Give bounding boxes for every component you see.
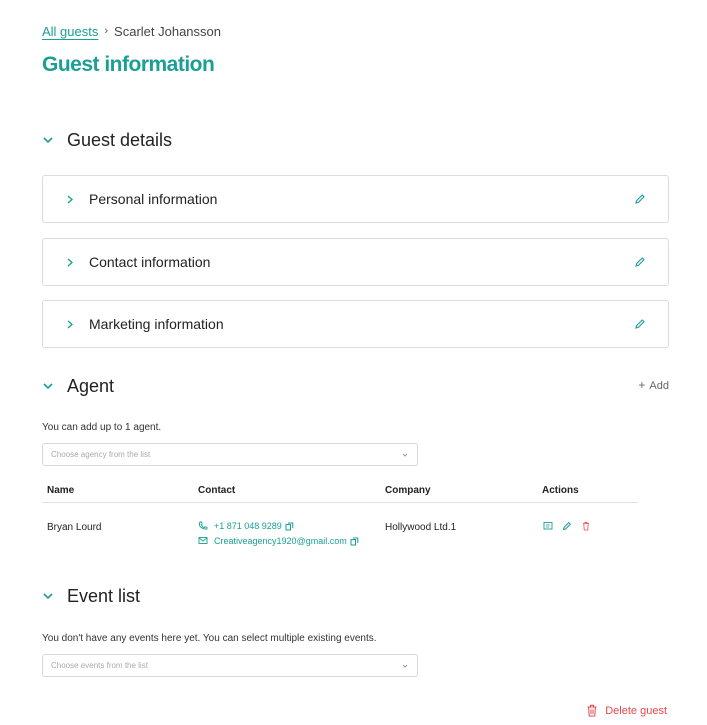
breadcrumb-current: Scarlet Johansson	[114, 23, 221, 39]
edit-marketing-information-icon[interactable]	[634, 318, 646, 330]
table-row	[42, 503, 638, 563]
agency-select-placeholder: Choose agency from the list	[51, 450, 151, 459]
agent-phone	[198, 521, 359, 531]
event-list-title: Event list	[67, 585, 141, 606]
events-hint: You don't have any events here yet. You can select multiple existing events.	[42, 633, 377, 644]
edit-agent-icon[interactable]	[562, 521, 572, 531]
column-header-actions: Actions	[542, 485, 579, 496]
agent-phone-number[interactable]: +1 871 048 9289	[214, 521, 282, 531]
trash-icon	[586, 704, 598, 717]
add-agent-button[interactable]	[638, 378, 669, 392]
page-title: Guest information	[42, 53, 215, 76]
agent-hint: You can add up to 1 agent.	[42, 422, 162, 433]
chevron-right-icon[interactable]	[65, 194, 75, 204]
agent-email	[198, 536, 359, 546]
delete-agent-icon[interactable]	[581, 521, 591, 531]
column-header-contact: Contact	[198, 485, 236, 496]
events-select-placeholder: Choose events from the list	[51, 661, 148, 670]
chevron-down-icon[interactable]	[42, 590, 54, 602]
chevron-down-icon[interactable]	[42, 134, 54, 146]
breadcrumb	[42, 22, 221, 40]
agent-title: Agent	[67, 375, 115, 396]
add-agent-label: Add	[649, 380, 669, 392]
chevron-down-icon	[401, 662, 409, 670]
chevron-right-icon[interactable]	[65, 257, 75, 267]
event-list-header[interactable]	[42, 584, 140, 608]
agent-email-address[interactable]: Creativeagency1920@gmail.com	[214, 536, 347, 546]
agent-company: Hollywood Ltd.1	[385, 522, 457, 533]
edit-contact-information-icon[interactable]	[634, 256, 646, 268]
guest-details-title: Guest details	[67, 129, 173, 150]
breadcrumb-separator: ›	[104, 25, 109, 37]
breadcrumb-all-guests-link[interactable]: All guests	[42, 23, 99, 39]
chevron-down-icon[interactable]	[42, 380, 54, 392]
chevron-right-icon[interactable]	[65, 319, 75, 329]
chevron-down-icon	[401, 451, 409, 459]
copy-email-icon[interactable]	[350, 537, 359, 546]
contact-information-card[interactable]	[42, 238, 669, 286]
view-details-icon[interactable]	[543, 521, 553, 531]
agency-select[interactable]	[42, 443, 418, 466]
agent-name: Bryan Lourd	[47, 522, 102, 533]
contact-information-title: Contact information	[89, 254, 211, 270]
marketing-information-title: Marketing information	[89, 316, 224, 332]
copy-phone-icon[interactable]	[285, 522, 294, 531]
edit-personal-information-icon[interactable]	[634, 193, 646, 205]
phone-icon	[198, 521, 208, 531]
agent-table-header	[42, 481, 638, 503]
agent-header[interactable]	[42, 374, 114, 398]
personal-information-card[interactable]	[42, 175, 669, 223]
agent-contact	[198, 521, 359, 546]
mail-icon	[198, 536, 208, 546]
delete-guest-label: Delete guest	[605, 704, 667, 717]
marketing-information-card[interactable]	[42, 300, 669, 348]
delete-guest-button[interactable]	[586, 704, 667, 717]
agent-row-actions	[543, 521, 591, 531]
guest-details-header[interactable]	[42, 128, 172, 152]
events-select[interactable]	[42, 654, 418, 677]
plus-icon: +	[638, 378, 646, 392]
column-header-company: Company	[385, 485, 431, 496]
agent-table	[42, 481, 638, 563]
column-header-name: Name	[47, 485, 75, 496]
personal-information-title: Personal information	[89, 191, 218, 207]
